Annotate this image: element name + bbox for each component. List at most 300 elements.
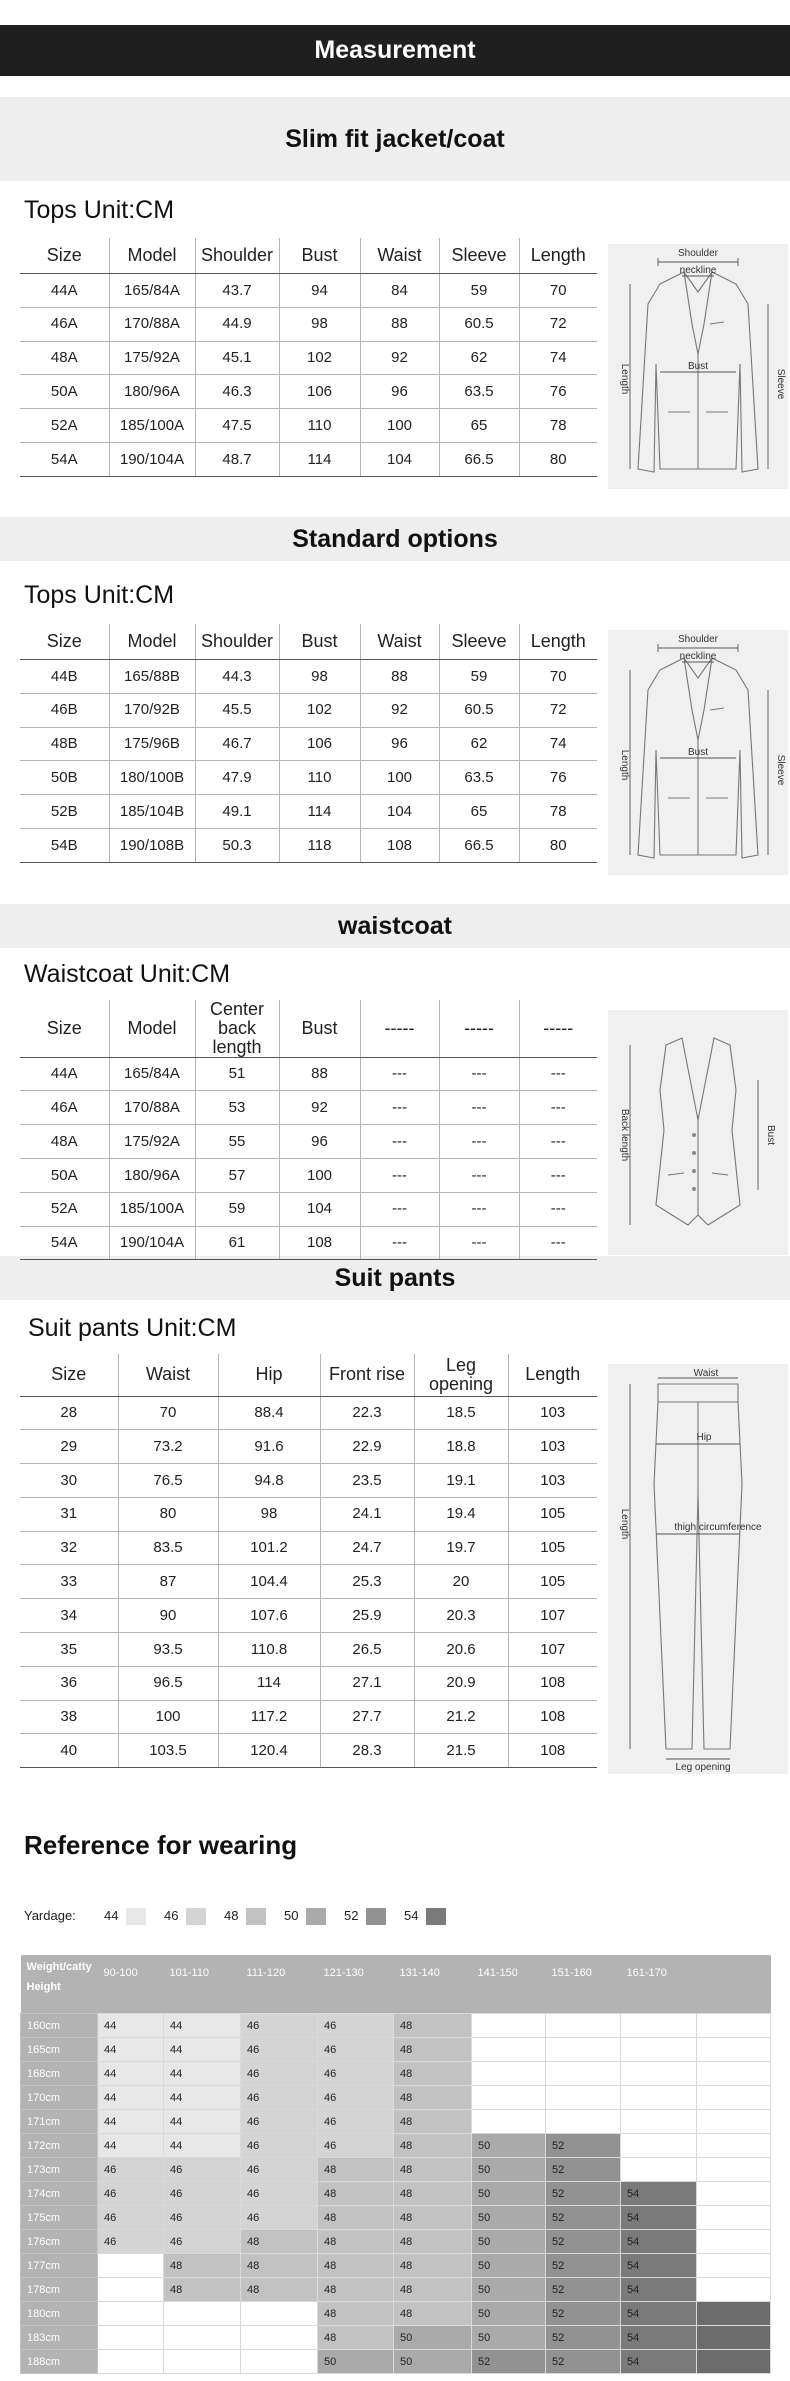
- diagram-label-neckline: neckline: [679, 265, 717, 276]
- size-table-suit-pants: [20, 1354, 597, 1768]
- table-cell: ---: [360, 1159, 439, 1193]
- column-header: Front rise: [320, 1354, 414, 1396]
- grid-cell: [241, 2350, 318, 2374]
- table-cell: 103.5: [118, 1734, 218, 1768]
- table-cell: 18.5: [414, 1396, 508, 1430]
- table-cell: 102: [279, 341, 360, 375]
- diagram-label-leg-opening: Leg opening: [675, 1762, 731, 1773]
- table-cell: 175/92A: [109, 1125, 195, 1159]
- table-cell: 48A: [20, 341, 109, 375]
- weight-header: 141-150: [472, 1955, 546, 2014]
- diagram-label-bust: Bust: [687, 361, 709, 372]
- column-header: Sleeve: [439, 238, 519, 274]
- grid-cell: 50: [472, 2254, 546, 2278]
- table-cell: 96: [279, 1125, 360, 1159]
- grid-cell: 48: [394, 2134, 472, 2158]
- grid-cell: 46: [241, 2086, 318, 2110]
- column-header: Model: [109, 238, 195, 274]
- table-cell: 103: [508, 1464, 597, 1498]
- table-cell: 24.7: [320, 1531, 414, 1565]
- grid-cell: 54: [621, 2230, 697, 2254]
- table-cell: 92: [360, 341, 439, 375]
- weight-header: 111-120: [241, 1955, 318, 2014]
- table-cell: 120.4: [218, 1734, 320, 1768]
- grid-row: [21, 2254, 771, 2278]
- diagram-label-hip: Hip: [696, 1432, 712, 1443]
- grid-cell: 46: [318, 2062, 394, 2086]
- table-cell: 190/104A: [109, 442, 195, 476]
- grid-row: [21, 2062, 771, 2086]
- table-cell: 70: [118, 1396, 218, 1430]
- table-cell: 31: [20, 1497, 118, 1531]
- table-cell: ---: [439, 1125, 519, 1159]
- column-header: Hip: [218, 1354, 320, 1396]
- grid-cell: [621, 2158, 697, 2182]
- grid-row: [21, 2326, 771, 2350]
- grid-cell: [98, 2254, 164, 2278]
- grid-row: [21, 2014, 771, 2038]
- table-cell: 34: [20, 1599, 118, 1633]
- table-cell: 180/96A: [109, 375, 195, 409]
- grid-cell: 46: [241, 2110, 318, 2134]
- table-cell: 175/96B: [109, 727, 195, 761]
- table-cell: 22.9: [320, 1430, 414, 1464]
- diagram-label-back-length: Back length: [619, 1108, 630, 1162]
- table-cell: 170/88A: [109, 307, 195, 341]
- legend-swatch: [366, 1908, 386, 1925]
- section-band-waistcoat: waistcoat: [0, 904, 790, 948]
- grid-cell: [621, 2110, 697, 2134]
- height-label: 174cm: [21, 2182, 98, 2206]
- table-cell: 53: [195, 1091, 279, 1125]
- table-cell: 76.5: [118, 1464, 218, 1498]
- table-cell: 72: [519, 693, 597, 727]
- table-row: [20, 1125, 597, 1159]
- table-cell: 59: [439, 274, 519, 308]
- weight-header: 90-100: [98, 1955, 164, 2014]
- grid-cell: 48: [318, 2278, 394, 2302]
- legend-size-label: 46: [164, 1908, 179, 1923]
- table-cell: 165/84A: [109, 1057, 195, 1091]
- grid-cell: 44: [164, 2014, 241, 2038]
- table-cell: 108: [508, 1700, 597, 1734]
- table-cell: 87: [118, 1565, 218, 1599]
- diagram-label-neckline: neckline: [679, 651, 717, 662]
- weight-header: 131-140: [394, 1955, 472, 2014]
- grid-cell: 48: [394, 2062, 472, 2086]
- grid-cell: 54: [621, 2206, 697, 2230]
- table-cell: 28.3: [320, 1734, 414, 1768]
- column-header: Waist: [360, 238, 439, 274]
- table-cell: 105: [508, 1497, 597, 1531]
- grid-cell: 46: [164, 2182, 241, 2206]
- column-header: Size: [20, 238, 109, 274]
- grid-cell: [697, 2206, 771, 2230]
- table-cell: 29: [20, 1430, 118, 1464]
- table-cell: 106: [279, 375, 360, 409]
- column-header: Waist: [118, 1354, 218, 1396]
- table-row: [20, 1091, 597, 1125]
- height-label: 176cm: [21, 2230, 98, 2254]
- table-row: [20, 795, 597, 829]
- table-cell: 117.2: [218, 1700, 320, 1734]
- grid-cell: 46: [98, 2182, 164, 2206]
- grid-cell: 48: [394, 2014, 472, 2038]
- grid-row: [21, 2158, 771, 2182]
- grid-cell: [98, 2326, 164, 2350]
- table-cell: 33: [20, 1565, 118, 1599]
- grid-cell: [697, 2278, 771, 2302]
- grid-cell: 46: [241, 2158, 318, 2182]
- grid-cell: 54: [621, 2302, 697, 2326]
- table-cell: 18.8: [414, 1430, 508, 1464]
- grid-cell: 44: [98, 2062, 164, 2086]
- grid-cell: [546, 2038, 621, 2062]
- table-cell: 101.2: [218, 1531, 320, 1565]
- table-cell: 45.1: [195, 341, 279, 375]
- grid-cell: 48: [318, 2326, 394, 2350]
- table-cell: 80: [118, 1497, 218, 1531]
- table-row: [20, 1531, 597, 1565]
- column-header: Leg opening: [414, 1354, 508, 1396]
- table-cell: 73.2: [118, 1430, 218, 1464]
- table-cell: 190/108B: [109, 828, 195, 862]
- grid-cell: 44: [98, 2038, 164, 2062]
- grid-cell: [472, 2038, 546, 2062]
- table-cell: 105: [508, 1531, 597, 1565]
- table-cell: ---: [439, 1057, 519, 1091]
- table-cell: 47.9: [195, 761, 279, 795]
- table-cell: 63.5: [439, 375, 519, 409]
- column-header: Size: [20, 1354, 118, 1396]
- table-row: [20, 375, 597, 409]
- column-header: -----: [360, 1000, 439, 1057]
- table-row: [20, 1192, 597, 1226]
- grid-cell: [621, 2038, 697, 2062]
- grid-cell: 46: [98, 2206, 164, 2230]
- table-cell: 60.5: [439, 693, 519, 727]
- grid-cell: 48: [318, 2230, 394, 2254]
- section-band-standard: Standard options: [0, 517, 790, 561]
- grid-cell: [697, 2014, 771, 2038]
- table-cell: 20.6: [414, 1633, 508, 1667]
- table-row: [20, 1565, 597, 1599]
- grid-cell: [697, 2062, 771, 2086]
- jacket-diagram-standard: [608, 630, 788, 875]
- table-cell: 175/92A: [109, 341, 195, 375]
- table-cell: 62: [439, 727, 519, 761]
- table-row: [20, 1464, 597, 1498]
- height-label: 183cm: [21, 2326, 98, 2350]
- table-cell: 45.5: [195, 693, 279, 727]
- table-cell: 108: [508, 1734, 597, 1768]
- grid-cell: 48: [394, 2158, 472, 2182]
- weight-header: 101-110: [164, 1955, 241, 2014]
- table-cell: 70: [519, 274, 597, 308]
- table-cell: 20: [414, 1565, 508, 1599]
- table-cell: 78: [519, 409, 597, 443]
- table-row: [20, 1226, 597, 1260]
- table-cell: 44B: [20, 660, 109, 694]
- diagram-label-thigh: thigh circumference: [674, 1522, 762, 1533]
- table-cell: ---: [519, 1159, 597, 1193]
- table-cell: 46.3: [195, 375, 279, 409]
- table-cell: ---: [360, 1057, 439, 1091]
- table-cell: 61: [195, 1226, 279, 1260]
- table-cell: 170/88A: [109, 1091, 195, 1125]
- table-caption-standard: Tops Unit:CM: [24, 581, 175, 609]
- table-cell: 104.4: [218, 1565, 320, 1599]
- diagram-label-length: Length: [619, 363, 630, 395]
- grid-cell: [546, 2014, 621, 2038]
- table-cell: 108: [360, 828, 439, 862]
- grid-cell: 46: [164, 2230, 241, 2254]
- grid-cell: 48: [394, 2278, 472, 2302]
- size-table-waistcoat: [20, 1000, 597, 1260]
- grid-cell: 54: [621, 2278, 697, 2302]
- grid-cell: 44: [98, 2014, 164, 2038]
- table-row: [20, 1057, 597, 1091]
- table-cell: 102: [279, 693, 360, 727]
- grid-cell: 52: [546, 2206, 621, 2230]
- table-cell: 74: [519, 727, 597, 761]
- table-cell: 49.1: [195, 795, 279, 829]
- table-cell: 91.6: [218, 1430, 320, 1464]
- table-cell: 84: [360, 274, 439, 308]
- table-cell: 100: [118, 1700, 218, 1734]
- diagram-label-sleeve: Sleeve: [775, 368, 786, 400]
- weight-header: [697, 1955, 771, 2014]
- table-row: [20, 727, 597, 761]
- diagram-label-shoulder: Shoulder: [677, 634, 719, 645]
- table-cell: 94: [279, 274, 360, 308]
- table-cell: ---: [519, 1125, 597, 1159]
- table-cell: 78: [519, 795, 597, 829]
- legend-size-label: 54: [404, 1908, 419, 1923]
- grid-cell: 46: [241, 2206, 318, 2230]
- grid-row: [21, 2302, 771, 2326]
- table-cell: 35: [20, 1633, 118, 1667]
- column-header: -----: [439, 1000, 519, 1057]
- grid-cell: 46: [241, 2062, 318, 2086]
- table-row: [20, 761, 597, 795]
- grid-cell: 48: [241, 2254, 318, 2278]
- table-cell: 107.6: [218, 1599, 320, 1633]
- legend-swatch: [186, 1908, 206, 1925]
- table-cell: 103: [508, 1430, 597, 1464]
- height-label: 177cm: [21, 2254, 98, 2278]
- table-cell: 27.7: [320, 1700, 414, 1734]
- column-header: Length: [519, 238, 597, 274]
- corner-weight-label: Weight/catty: [26, 1961, 92, 1973]
- grid-cell: 48: [394, 2086, 472, 2110]
- page-header: Measurement: [0, 25, 790, 76]
- legend-size-label: 48: [224, 1908, 239, 1923]
- table-row: [20, 307, 597, 341]
- table-cell: 104: [360, 795, 439, 829]
- table-cell: 62: [439, 341, 519, 375]
- grid-cell: 52: [546, 2302, 621, 2326]
- grid-cell: [697, 2134, 771, 2158]
- grid-cell: 48: [164, 2278, 241, 2302]
- column-header: Size: [20, 624, 109, 660]
- table-cell: 100: [360, 409, 439, 443]
- grid-cell: [697, 2326, 771, 2350]
- column-header: Bust: [279, 1000, 360, 1057]
- table-cell: 100: [360, 761, 439, 795]
- height-label: 160cm: [21, 2014, 98, 2038]
- column-header: Length: [508, 1354, 597, 1396]
- table-cell: 52B: [20, 795, 109, 829]
- grid-cell: [241, 2302, 318, 2326]
- column-header: Size: [20, 1000, 109, 1057]
- legend-swatch: [246, 1908, 266, 1925]
- table-cell: ---: [519, 1057, 597, 1091]
- table-cell: ---: [360, 1125, 439, 1159]
- table-cell: 50B: [20, 761, 109, 795]
- table-cell: 110: [279, 409, 360, 443]
- weight-header: 121-130: [318, 1955, 394, 2014]
- table-cell: ---: [439, 1091, 519, 1125]
- grid-cell: 52: [546, 2230, 621, 2254]
- grid-cell: 50: [472, 2302, 546, 2326]
- diagram-label-waist: Waist: [693, 1368, 719, 1379]
- grid-cell: 44: [164, 2038, 241, 2062]
- grid-cell: [697, 2350, 771, 2374]
- table-cell: 165/88B: [109, 660, 195, 694]
- table-cell: 50A: [20, 375, 109, 409]
- grid-cell: [164, 2326, 241, 2350]
- grid-cell: 50: [394, 2350, 472, 2374]
- grid-cell: 46: [318, 2086, 394, 2110]
- table-cell: 104: [279, 1192, 360, 1226]
- table-cell: 27.1: [320, 1666, 414, 1700]
- grid-cell: 48: [394, 2038, 472, 2062]
- column-header: Center back length: [195, 1000, 279, 1057]
- table-cell: 44A: [20, 1057, 109, 1091]
- table-cell: 50.3: [195, 828, 279, 862]
- grid-row: [21, 2230, 771, 2254]
- grid-cell: 50: [472, 2278, 546, 2302]
- table-cell: 46A: [20, 307, 109, 341]
- grid-cell: 48: [164, 2254, 241, 2278]
- grid-cell: [546, 2086, 621, 2110]
- grid-cell: 46: [98, 2230, 164, 2254]
- column-header: Bust: [279, 624, 360, 660]
- grid-cell: [621, 2086, 697, 2110]
- grid-cell: 44: [98, 2086, 164, 2110]
- table-cell: 21.5: [414, 1734, 508, 1768]
- table-cell: 88: [360, 307, 439, 341]
- table-cell: 43.7: [195, 274, 279, 308]
- waistcoat-diagram: [608, 1010, 788, 1255]
- table-cell: 23.5: [320, 1464, 414, 1498]
- grid-cell: 52: [546, 2350, 621, 2374]
- grid-row: [21, 2206, 771, 2230]
- grid-cell: 46: [241, 2014, 318, 2038]
- table-row: [20, 660, 597, 694]
- table-cell: 96.5: [118, 1666, 218, 1700]
- table-cell: 114: [279, 795, 360, 829]
- column-header: Shoulder: [195, 238, 279, 274]
- column-header: Model: [109, 624, 195, 660]
- table-cell: 65: [439, 409, 519, 443]
- table-cell: 94.8: [218, 1464, 320, 1498]
- table-cell: 92: [279, 1091, 360, 1125]
- height-label: 188cm: [21, 2350, 98, 2374]
- table-cell: 90: [118, 1599, 218, 1633]
- table-cell: ---: [519, 1091, 597, 1125]
- table-cell: 54A: [20, 1226, 109, 1260]
- grid-cell: 46: [241, 2182, 318, 2206]
- grid-cell: [697, 2086, 771, 2110]
- table-cell: 44.3: [195, 660, 279, 694]
- table-cell: 57: [195, 1159, 279, 1193]
- table-cell: 32: [20, 1531, 118, 1565]
- grid-cell: 54: [621, 2254, 697, 2278]
- grid-cell: 46: [318, 2014, 394, 2038]
- table-row: [20, 442, 597, 476]
- grid-row: [21, 2086, 771, 2110]
- grid-cell: 46: [164, 2158, 241, 2182]
- table-cell: 65: [439, 795, 519, 829]
- table-cell: 76: [519, 375, 597, 409]
- table-cell: 180/100B: [109, 761, 195, 795]
- table-cell: 46.7: [195, 727, 279, 761]
- table-cell: 70: [519, 660, 597, 694]
- table-cell: 60.5: [439, 307, 519, 341]
- table-cell: 48B: [20, 727, 109, 761]
- table-cell: ---: [439, 1159, 519, 1193]
- grid-cell: [472, 2062, 546, 2086]
- grid-cell: 46: [241, 2038, 318, 2062]
- grid-cell: [697, 2158, 771, 2182]
- grid-cell: [546, 2110, 621, 2134]
- grid-cell: [697, 2254, 771, 2278]
- table-cell: 66.5: [439, 442, 519, 476]
- grid-row: [21, 2350, 771, 2374]
- table-cell: 98: [279, 660, 360, 694]
- grid-cell: [472, 2110, 546, 2134]
- table-row: [20, 828, 597, 862]
- grid-cell: 52: [546, 2182, 621, 2206]
- height-label: 180cm: [21, 2302, 98, 2326]
- table-row: [20, 341, 597, 375]
- size-table-jacket: [20, 238, 597, 477]
- grid-cell: [98, 2302, 164, 2326]
- table-cell: 46B: [20, 693, 109, 727]
- table-cell: 88: [279, 1057, 360, 1091]
- grid-cell: 44: [164, 2086, 241, 2110]
- table-cell: 44.9: [195, 307, 279, 341]
- table-cell: 98: [279, 307, 360, 341]
- table-cell: 19.1: [414, 1464, 508, 1498]
- legend-size-label: 50: [284, 1908, 299, 1923]
- grid-cell: 52: [546, 2158, 621, 2182]
- height-label: 178cm: [21, 2278, 98, 2302]
- table-row: [20, 1430, 597, 1464]
- column-header: -----: [519, 1000, 597, 1057]
- table-cell: 96: [360, 727, 439, 761]
- table-cell: 25.9: [320, 1599, 414, 1633]
- table-cell: 20.3: [414, 1599, 508, 1633]
- table-caption-waistcoat: Waistcoat Unit:CM: [24, 960, 231, 988]
- section-band-suit-pants: Suit pants: [0, 1256, 790, 1300]
- grid-cell: 50: [394, 2326, 472, 2350]
- table-cell: 28: [20, 1396, 118, 1430]
- grid-cell: 48: [394, 2182, 472, 2206]
- table-cell: 118: [279, 828, 360, 862]
